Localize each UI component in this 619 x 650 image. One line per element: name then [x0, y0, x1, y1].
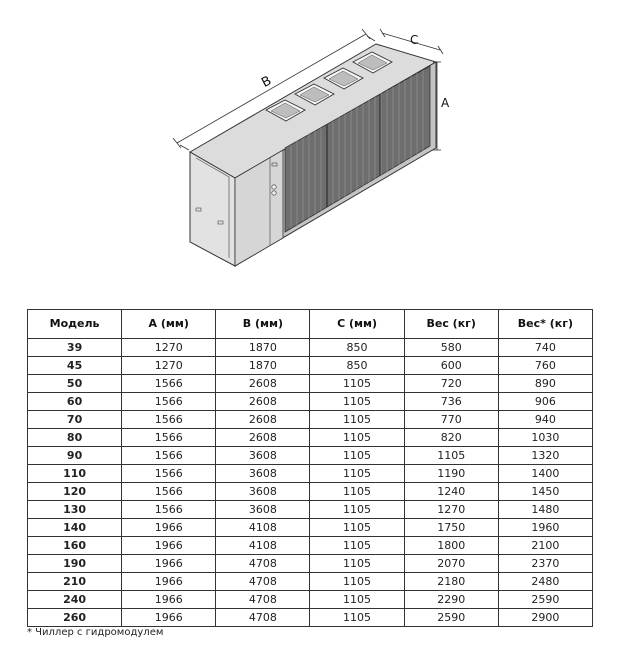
cell-weight-hydro: 1960 [498, 519, 592, 537]
cell-weight: 1800 [404, 537, 498, 555]
cell-b: 4708 [216, 573, 310, 591]
cell-weight: 1105 [404, 447, 498, 465]
cell-c: 1105 [310, 519, 404, 537]
cell-c: 1105 [310, 429, 404, 447]
table-row [28, 555, 593, 573]
cell-a: 1566 [122, 483, 216, 501]
cell-b: 2608 [216, 375, 310, 393]
cell-a: 1966 [122, 591, 216, 609]
cell-model: 130 [28, 501, 122, 519]
cell-b: 3608 [216, 483, 310, 501]
cell-weight-hydro: 2590 [498, 591, 592, 609]
cell-c: 1105 [310, 483, 404, 501]
table-row [28, 429, 593, 447]
column-header-model: Модель [28, 310, 122, 339]
table-header-row [28, 310, 593, 339]
cell-a: 1566 [122, 465, 216, 483]
dimension-b-label: B [259, 73, 275, 91]
footnote: * Чиллер с гидромодулем [27, 627, 164, 638]
cell-weight: 2070 [404, 555, 498, 573]
table-row [28, 393, 593, 411]
cell-b: 2608 [216, 429, 310, 447]
cell-a: 1966 [122, 573, 216, 591]
cell-a: 1966 [122, 609, 216, 627]
cell-weight-hydro: 2900 [498, 609, 592, 627]
column-header-weight: Вес (кг) [404, 310, 498, 339]
table-row [28, 501, 593, 519]
cell-c: 1105 [310, 573, 404, 591]
cell-model: 60 [28, 393, 122, 411]
cell-weight: 1270 [404, 501, 498, 519]
table-row [28, 375, 593, 393]
cell-b: 4708 [216, 555, 310, 573]
table-row [28, 483, 593, 501]
cell-c: 1105 [310, 591, 404, 609]
cell-model: 50 [28, 375, 122, 393]
chiller-drawing [150, 20, 470, 280]
cell-c: 1105 [310, 501, 404, 519]
table-body [28, 339, 593, 627]
cell-weight-hydro: 1320 [498, 447, 592, 465]
cell-a: 1270 [122, 339, 216, 357]
cell-model: 90 [28, 447, 122, 465]
cell-weight: 1190 [404, 465, 498, 483]
table-row [28, 591, 593, 609]
cell-model: 260 [28, 609, 122, 627]
cell-model: 120 [28, 483, 122, 501]
panel-knob-2 [272, 191, 276, 195]
table-row [28, 537, 593, 555]
dimension-c-label: C [410, 33, 419, 47]
cell-a: 1566 [122, 447, 216, 465]
cell-weight-hydro: 2100 [498, 537, 592, 555]
cell-model: 45 [28, 357, 122, 375]
cell-weight: 2590 [404, 609, 498, 627]
dimension-a-label: A [441, 96, 450, 110]
cell-b: 2608 [216, 393, 310, 411]
cell-weight-hydro: 1480 [498, 501, 592, 519]
cell-weight-hydro: 2480 [498, 573, 592, 591]
cell-model: 240 [28, 591, 122, 609]
cell-b: 2608 [216, 411, 310, 429]
cell-c: 1105 [310, 375, 404, 393]
panel-knob-1 [272, 185, 276, 189]
cell-model: 140 [28, 519, 122, 537]
table-row [28, 447, 593, 465]
cell-weight-hydro: 940 [498, 411, 592, 429]
cell-b: 3608 [216, 501, 310, 519]
table-row [28, 609, 593, 627]
cell-b: 4708 [216, 609, 310, 627]
cell-weight-hydro: 1030 [498, 429, 592, 447]
cell-b: 4108 [216, 537, 310, 555]
cell-a: 1566 [122, 375, 216, 393]
column-header-a: A (мм) [122, 310, 216, 339]
cell-weight: 770 [404, 411, 498, 429]
cell-a: 1566 [122, 501, 216, 519]
cell-weight-hydro: 2370 [498, 555, 592, 573]
table-row [28, 465, 593, 483]
cell-a: 1566 [122, 411, 216, 429]
cell-c: 1105 [310, 411, 404, 429]
cell-weight-hydro: 1450 [498, 483, 592, 501]
cell-weight: 720 [404, 375, 498, 393]
cell-weight-hydro: 740 [498, 339, 592, 357]
table-row [28, 411, 593, 429]
column-header-c: C (мм) [310, 310, 404, 339]
table-row [28, 339, 593, 357]
cell-c: 1105 [310, 465, 404, 483]
cell-weight: 2180 [404, 573, 498, 591]
cell-weight: 580 [404, 339, 498, 357]
cell-c: 1105 [310, 555, 404, 573]
cell-model: 160 [28, 537, 122, 555]
cell-weight-hydro: 1400 [498, 465, 592, 483]
cell-model: 190 [28, 555, 122, 573]
cell-a: 1566 [122, 429, 216, 447]
column-header-b: B (мм) [216, 310, 310, 339]
cell-weight-hydro: 890 [498, 375, 592, 393]
model-specs-table [27, 309, 593, 627]
cell-a: 1966 [122, 537, 216, 555]
cell-model: 110 [28, 465, 122, 483]
cell-b: 3608 [216, 447, 310, 465]
cell-c: 1105 [310, 393, 404, 411]
table-row [28, 573, 593, 591]
cell-weight: 1240 [404, 483, 498, 501]
cell-b: 3608 [216, 465, 310, 483]
cell-weight: 2290 [404, 591, 498, 609]
cell-c: 850 [310, 339, 404, 357]
cell-a: 1270 [122, 357, 216, 375]
cell-a: 1966 [122, 555, 216, 573]
cell-weight: 600 [404, 357, 498, 375]
cell-model: 70 [28, 411, 122, 429]
cell-b: 4108 [216, 519, 310, 537]
table-row [28, 357, 593, 375]
cell-c: 1105 [310, 537, 404, 555]
cell-weight: 1750 [404, 519, 498, 537]
cell-c: 1105 [310, 447, 404, 465]
cell-weight: 820 [404, 429, 498, 447]
cell-a: 1966 [122, 519, 216, 537]
table-row [28, 519, 593, 537]
cell-b: 1870 [216, 339, 310, 357]
cell-model: 210 [28, 573, 122, 591]
column-header-weight-hydro: Вес* (кг) [498, 310, 592, 339]
cell-model: 39 [28, 339, 122, 357]
cell-b: 4708 [216, 591, 310, 609]
cell-model: 80 [28, 429, 122, 447]
cell-c: 1105 [310, 609, 404, 627]
cell-weight-hydro: 906 [498, 393, 592, 411]
cell-weight: 736 [404, 393, 498, 411]
cell-weight-hydro: 760 [498, 357, 592, 375]
cell-c: 850 [310, 357, 404, 375]
cell-b: 1870 [216, 357, 310, 375]
cell-a: 1566 [122, 393, 216, 411]
